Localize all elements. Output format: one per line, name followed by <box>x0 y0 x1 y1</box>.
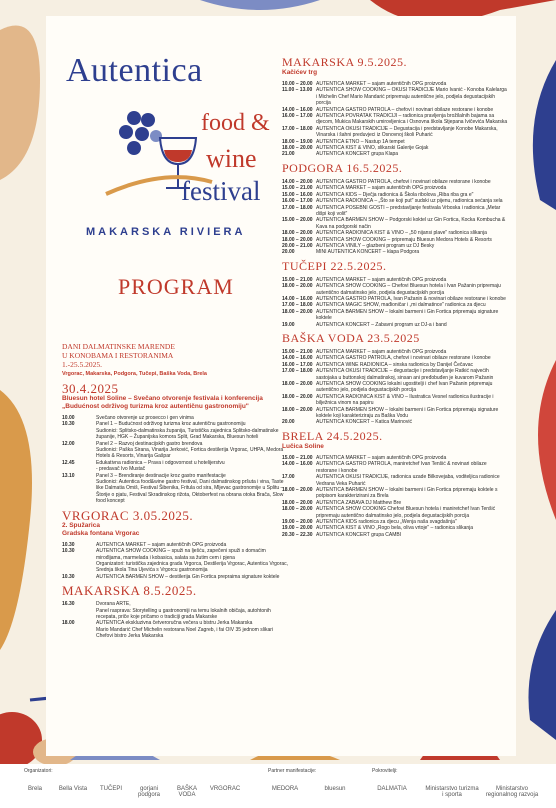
day-heading-makarska-8-5: MAKARSKA 8.5.2025. <box>62 583 197 599</box>
event-row <box>282 205 508 218</box>
sponsor-logo: MEDORA <box>271 786 299 792</box>
event-row <box>62 447 290 460</box>
day-heading-30-4: 30.4.2025 <box>62 381 119 396</box>
day-sub-30-4-line2: „Budućnost održivog turizma kroz autentičnu gastronomiju" <box>62 403 249 410</box>
logo-makarska-riviera: MAKARSKA RIVIERA <box>86 226 246 238</box>
event-time: 14.00 – 16.00 <box>282 295 313 302</box>
event-time: 15.00 – 21.00 <box>282 454 313 461</box>
event-text: AUTENTICA OKUSI TRADICIJE, radionica uzade Bilkovejaba, voditeljica radionice Vedrana Veka Puharić <box>316 474 500 487</box>
event-text: AUTENTICA KIST & VINO „Rogo bela, oliva vrtoje" – radionica slikanja <box>316 525 474 532</box>
event-time: 10.30 <box>62 421 75 428</box>
sponsors-footer <box>0 764 556 808</box>
event-time: 20.30 – 22.30 <box>282 531 313 538</box>
day-heading-baska-voda: BAŠKA VODA 23.5.2025 <box>282 331 420 345</box>
event-text: AUTENTICA ekskluzivna četveroručna večera u bistru Jerka Makarska <box>96 620 253 627</box>
event-time: 18.00 – 20.00 <box>282 381 313 388</box>
event-text: AUTENTICA MARKET – sajam autentičnih OPG proizvoda <box>316 454 447 461</box>
event-row <box>282 87 508 106</box>
day-sub-makarska-9-5: Kačićev trg <box>282 69 318 76</box>
event-text: AUTENTICA GASTRO PATROLA – chefovi i novinari obilaze restorane i konobe <box>316 106 494 113</box>
sponsor-logo: DALMATIA <box>377 786 407 792</box>
event-time: 13.10 <box>62 472 75 479</box>
event-time: 15.00 – 21.00 <box>282 185 313 192</box>
event-row <box>62 627 290 640</box>
event-text: Panel 3 – Brendiranje destinacije kroz gastro manifestacije <box>96 472 226 479</box>
event-row <box>282 461 508 474</box>
event-text: Edukativna radionica – Prava i odgovornost u hotelijerstvu <box>96 459 225 466</box>
event-text: AUTENTICA BARMEN SHOW – lokalni barmeni i Gin Fortica pripremaju signature koktele <box>316 308 499 322</box>
event-text: AUTENTICA POSEBNI GOSTI – predstavljanje festivala Vrboska i radionica „Metar dišpi koji volit" <box>316 204 501 217</box>
event-time <box>62 428 96 441</box>
event-row <box>282 506 508 519</box>
sponsor-logo: Ministarstvo regionalnog razvoja <box>485 786 539 798</box>
day-heading-makarska-9-5: MAKARSKA 9.5.2025. <box>282 55 408 69</box>
event-time: 16.00 – 17.00 <box>282 113 313 120</box>
day-sub-vrgorac-venue: Gradska fontana Vrgorac <box>62 529 140 537</box>
event-text: Sudionici: Paška Sirana, Vinarija Jerković, Fortica destilerija Vrgorac, UHPA, Medora Hotels & Resorts, Vinarija Gašpar <box>96 447 284 460</box>
event-time <box>62 627 96 640</box>
event-text: AUTENTICA GASTRO PATROLA, chefovi i novinari obilaze restorane i konobe <box>316 178 491 185</box>
event-time: 20.00 <box>282 419 295 426</box>
sponsor-logo: VRGORAC <box>209 786 241 792</box>
event-row <box>62 479 290 505</box>
event-text: AUTENTICA SHOW COOKING lokalni ugostitelji i chef Ivan Pažanin pripremaju autentično jelo, podjela degustacijskih porcija <box>316 381 493 394</box>
event-text: AUTENTICA SHOW COOKING – OKUSI TRADICIJE Mario Ivanić - Konoba Kalelarga i Michelin Chef Mario Mandarić pripremaju autentične jelo, podjela degustacijskih porcija <box>316 87 507 107</box>
event-time <box>62 561 96 574</box>
event-text: AUTENTICA KONCERT – Katica Marinović <box>316 419 412 426</box>
event-time: 19.00 <box>282 321 295 328</box>
event-time: 19.00 – 20.00 <box>282 518 313 525</box>
event-text: AUTENTICA ZABAVA DJ Matthew Bre <box>316 499 402 506</box>
marende-title-line1: DANI DALMATINSKE MARENDE <box>62 342 175 351</box>
event-time: 10.30 <box>62 541 75 548</box>
event-row <box>62 561 290 574</box>
event-text: AUTENTICA KIST & VINO, slikarski Galerije Gojak <box>316 145 429 152</box>
event-time: 15.00 – 16.00 <box>282 191 313 198</box>
event-text: Mario Mandarić Chef Michelin restorana Noel Zagreb, i fai OIV 35 jednom slikari Chefovi bistro Jerka Makarska <box>96 626 274 640</box>
event-time: 10.30 <box>62 548 75 555</box>
event-text: AUTENTICA POVRATAK TRADICIJI – radionica pravljenja brožilalnih bajama sa djecom, Mukica Makarskih umirovljenica i Osnovna škola Stjepana Ivičevića Makarska <box>316 113 508 126</box>
event-time: 14.00 – 16.00 <box>282 106 313 113</box>
event-text: AUTENTICA KIDS – Dječja radionica & Škola ribolova „Riba riba gra e" <box>316 191 474 198</box>
event-time: 18.00 – 19.00 <box>282 138 313 145</box>
day-sub-vrgorac: 2. Spužarica <box>62 521 100 529</box>
event-time: 10.00 <box>62 415 75 421</box>
event-text: AUTENTICA WINE RADIONICA – sinska radionica by Danijel Čečavac <box>316 361 473 368</box>
event-text: AUTENTICA SHOW COOKING – spuži na lješću, zapečeni spuži s domaćim mirođijama, marmelada i kobasica, salata sa žutim cem i pjena <box>96 548 266 561</box>
program-heading: PROGRAM <box>118 274 234 299</box>
event-time: 16.00 – 17.00 <box>282 361 313 368</box>
event-list-baska-voda <box>282 349 508 426</box>
patrons-label: Pokrovitelji: <box>372 768 398 774</box>
event-time: 17.00 – 18.00 <box>282 368 313 375</box>
event-text: AUTENTICA MARKET – sajam autentičnih OPG proizvoda <box>316 81 447 87</box>
event-text: Panel 2 – Razvoj destinacijskih gastro brendova <box>96 440 203 447</box>
event-text: Panel rasprava: Storytelling u gastronomiji na temu lokalnih običaja, autohtonih recepata, priče koje pričamo o tradiciji grada Makarske <box>96 607 271 620</box>
marende-places: Vrgorac, Makarska, Podgora, Tučepi, Baška Voda, Brela <box>62 371 207 377</box>
event-time: 17.00 <box>282 474 295 481</box>
event-row <box>282 381 508 394</box>
logo-wine: wine <box>206 144 257 173</box>
event-list-brela <box>282 455 508 538</box>
event-row <box>62 548 290 561</box>
partners-label: Partner manifestacije: <box>268 768 317 774</box>
event-text: AUTENTICA MAGIC SHOW, mađioničar i „mi dalmatince" radionica za djecu <box>316 302 486 309</box>
event-time: 14.00 – 16.00 <box>282 461 313 468</box>
day-sub-30-4-line1: Bluesun hotel Soline – Svečano otvorenje festivala i konferencija <box>62 395 263 402</box>
event-time: 15.00 – 21.00 <box>282 276 313 283</box>
event-text: AUTENTICA MARKET – sajam autentičnih OPG proizvoda <box>316 349 447 355</box>
event-text: AUTENTICA SHOW COOKING Chefovi Bluesun hotela i maniretchef Ivan Tenšić pripremaju autentično dalmatinsko jelo, podjela degustacijskih porcija <box>316 506 496 519</box>
poster-paper <box>46 16 516 756</box>
event-row <box>282 407 508 420</box>
event-row <box>282 126 508 139</box>
event-text: AUTENTICA KONCERT grupa CAMBI <box>316 531 402 538</box>
event-text: AUTENTICA KONCERT grupa Klapa <box>316 151 399 158</box>
event-list-tucepi <box>282 277 508 328</box>
event-text: Dvorana ARTE, <box>96 601 131 608</box>
event-text: Organizatori: turistička zajednica grada Vrgorca, Destilerija Vrgorac, Autentica Vrgorac, Srednja škola Tina Ujevića s Vrgorcu gastronomija <box>96 560 289 574</box>
event-time: 15.00 – 21.00 <box>282 349 313 355</box>
event-text: AUTENTICA OKUSI TRADICIJE – Degustacija i predstavljanje Konobe Makarska, Vinarska i šahni preduvjeci iz Osnovnoj školi Puharić <box>316 125 498 139</box>
sponsor-logo: bluesun <box>324 786 346 792</box>
event-text: AUTENTICA SHOW COOKING – Chefovi Bluesun hotela i Ivan Pažanin pripremaju autentično dalmatinsko jelo, podjela degustacijskih porcija <box>316 283 501 296</box>
event-time: 18.00 – 20.00 <box>282 230 313 237</box>
event-text: AUTENTICA MARKET – sajam autentičnih OPG proizvoda <box>316 185 447 192</box>
event-time: 16.00 – 17.00 <box>282 198 313 205</box>
day-heading-podgora: PODGORA 16.5.2025. <box>282 160 403 175</box>
festival-logo <box>66 52 296 252</box>
event-time <box>62 447 96 460</box>
event-row <box>282 113 508 126</box>
logo-festival: festival <box>181 176 261 206</box>
event-time: 12.45 <box>62 459 75 466</box>
sponsor-logo: Brela <box>27 786 42 792</box>
event-time <box>62 479 96 505</box>
sponsor-logo: BAŠKA VODA <box>176 786 197 798</box>
event-text: AUTENTICA BARMEN SHOW – Podgorski koktel uz Gin Fortica, Kocka Kombucha & Kava na podgorski način <box>316 217 506 230</box>
event-time: 18.00 – 20.00 <box>282 406 313 413</box>
event-row <box>282 394 508 407</box>
event-row <box>282 309 508 322</box>
event-text: AUTENTICA MARKET – sajam autentičnih OPG proizvoda <box>96 541 227 548</box>
event-text: AUTENTICA GASTRO PATROLA, Ivan Pažanin & novinari obilaze restorane i konobe <box>316 295 506 302</box>
event-time: 18.00 – 20.00 <box>282 283 313 290</box>
bread-illustration <box>0 390 32 650</box>
event-text: AUTENTICA KONCERT – Zabavni program uz DJ-a i band <box>316 321 447 328</box>
event-row <box>282 283 508 296</box>
event-text: Sudionici: Splitsko-dalmatinska županija, Turistička zajednica Splitsko-dalmatinske županije, HGK – Županijska komora Split, Grad Makarska, Bluesun hoteli <box>96 427 279 441</box>
event-time: 18.00 – 20.00 <box>282 499 313 506</box>
event-time: 18.00 <box>62 620 75 627</box>
event-time: 20.00 – 21.00 <box>282 242 313 249</box>
fig-illustration <box>0 712 42 768</box>
organizers-label: Organizatori: <box>24 768 53 774</box>
event-time: 10.30 <box>62 573 75 580</box>
marende-dates: 1.-25.5.2025. <box>62 360 102 369</box>
day-heading-brela: BRELA 24.5.2025. <box>282 428 383 443</box>
event-text: AUTENTICA VINILY – glazbeni program uz DJ Besky <box>316 242 435 249</box>
event-text: AUTENTICA KIDS radionica za djecu „Wenja naša svagdašnja" <box>316 518 457 525</box>
event-row <box>282 368 508 381</box>
event-time <box>62 608 96 621</box>
event-text: Svečano otvorenje uz prosecco i gen vinima <box>96 415 194 421</box>
sponsor-logo: TUČEPI <box>99 786 122 792</box>
event-row <box>282 249 508 255</box>
event-time: 18.00 – 20.00 <box>282 236 313 243</box>
event-time: 17.00 – 18.00 <box>282 125 313 132</box>
event-time: 18.00 – 20.00 <box>282 308 313 315</box>
event-list-podgora <box>282 179 508 256</box>
event-time: 17.00 – 18.00 <box>282 302 313 309</box>
day-heading-vrgorac: VRGORAC 3.05.2025. <box>62 507 194 523</box>
event-text: AUTENTICA BARMEN SHOW – lokalni barmeni i Gin Fortica pripremaju koktele s potpisom karakterizirani za Brela <box>316 486 498 500</box>
event-row <box>62 428 290 441</box>
event-row <box>282 532 508 538</box>
event-text: AUTENTICA BARMEN SHOW – lokalni barmeni i Gin Fortica pripremaju signature koktele koji karakteriziraju za Baška Vodu <box>316 406 499 420</box>
event-text: AUTENTICA BARMEN SHOW – destilerija Gin Fortica prepraima signature koktele <box>96 573 280 580</box>
sponsor-logo: Bella Vista <box>58 786 88 792</box>
event-time: 18.00 – 20.00 <box>282 393 313 400</box>
event-time: 14.00 – 20.00 <box>282 178 313 185</box>
event-time: 18.00 – 20.00 <box>282 145 313 152</box>
event-text: AUTENTICA RADIONICA KIST & VINO – Ilustratica Vesnel radionica ilustracije i bilježnica vinom na papiru <box>316 393 494 407</box>
right-column <box>282 56 508 538</box>
left-column <box>62 342 290 640</box>
sponsor-logo: Ministarstvo turizma i sporta <box>425 786 479 798</box>
event-row <box>62 574 290 580</box>
event-time: 21.00 <box>282 151 295 158</box>
logo-food: food & <box>201 110 270 136</box>
event-row <box>282 487 508 500</box>
event-row <box>282 322 508 328</box>
event-text: Panel 1 – Budućnost održivog turizma kroz autentičnu gastronomiju <box>96 421 246 428</box>
event-text: AUTENTICA SHOW COOKING – pripremaju Bluesun Medora Hotels & Resorts <box>316 236 492 243</box>
event-text: AUTENTICA OKUSI TRADICIJE – degustacije i predstavljanje Ratkić najvećih sastojaka u buttonskoj dalmatinskoj, sinsan ani pređobuđen je kuvarom Pažanin <box>316 368 494 381</box>
event-time: 15.00 – 20.00 <box>282 217 313 224</box>
event-time: 18.00 – 20.00 <box>282 486 313 493</box>
day-heading-tucepi: TUČEPI 22.5.2025. <box>282 258 387 273</box>
marende-title-line2: U KONOBAMA I RESTORANIMA <box>62 351 174 360</box>
event-row <box>282 151 508 157</box>
logo-autentica: Autentica <box>66 52 203 89</box>
event-list-makarska-9-5 <box>282 81 508 158</box>
event-time: 12.00 <box>62 440 75 447</box>
event-text: MINI AUTENTICA KONCERT – klapa Podgora <box>316 249 420 256</box>
event-row <box>282 217 508 230</box>
event-time: 17.00 – 18.00 <box>282 204 313 211</box>
event-row <box>282 419 508 425</box>
event-time: 10.00 – 20.00 <box>282 81 313 87</box>
event-time: 16.30 <box>62 601 75 608</box>
event-text: - predavač Ivo Mustač <box>96 466 146 473</box>
event-text: AUTENTICA ETNO – Nastup 1A tempet <box>316 138 405 145</box>
event-time: 18.00 – 20.00 <box>282 506 313 513</box>
event-list-makarska-8-5 <box>62 601 290 639</box>
sponsor-logo: gorjani podgora <box>137 786 161 798</box>
event-row <box>62 608 290 621</box>
event-time: 19.00 – 20.00 <box>282 525 313 532</box>
event-row <box>282 474 508 487</box>
event-time: 14.00 – 16.00 <box>282 355 313 362</box>
event-list-vrgorac <box>62 542 290 580</box>
day-sub-brela: Lučica Soline <box>282 442 324 450</box>
event-time: 11.00 – 13.00 <box>282 87 313 94</box>
event-text: Sudionici: Autentica food&wine gastro festival, Dani dalmatinskog pršuta i vina, Taste like Dalmatia Omiš, Festival Šibenika, Fritula od sira, Mljevac gastronomije u Splitu – Štorije o pjatu, Festival Skradinskog rižota, Oktoberfest na obrana otoka Brača, Slow food koncept <box>96 479 284 505</box>
event-time: 20.00 <box>282 249 295 256</box>
event-text: AUTENTICA GASTRO PATROLA, maniretchef Ivan Tenšić & novinari obilaze restorane i konobe <box>316 461 487 474</box>
event-list-30-4 <box>62 415 290 505</box>
event-text: AUTENTICA RADIONICA KIST & VINO – „50 nijansi plave" radionica slikanja <box>316 230 487 237</box>
event-text: AUTENTICA GASTRO PATROLA, chefovi i novinari obilaze restorane i konobe <box>316 355 491 362</box>
event-text: AUTENTICA MARKET – sajam autentičnih OPG proizvoda <box>316 276 447 283</box>
event-text: AUTENTICA RADIONICA – „Što se koji put" sudski uz pijenu, radionica sećanja sela <box>316 198 503 205</box>
